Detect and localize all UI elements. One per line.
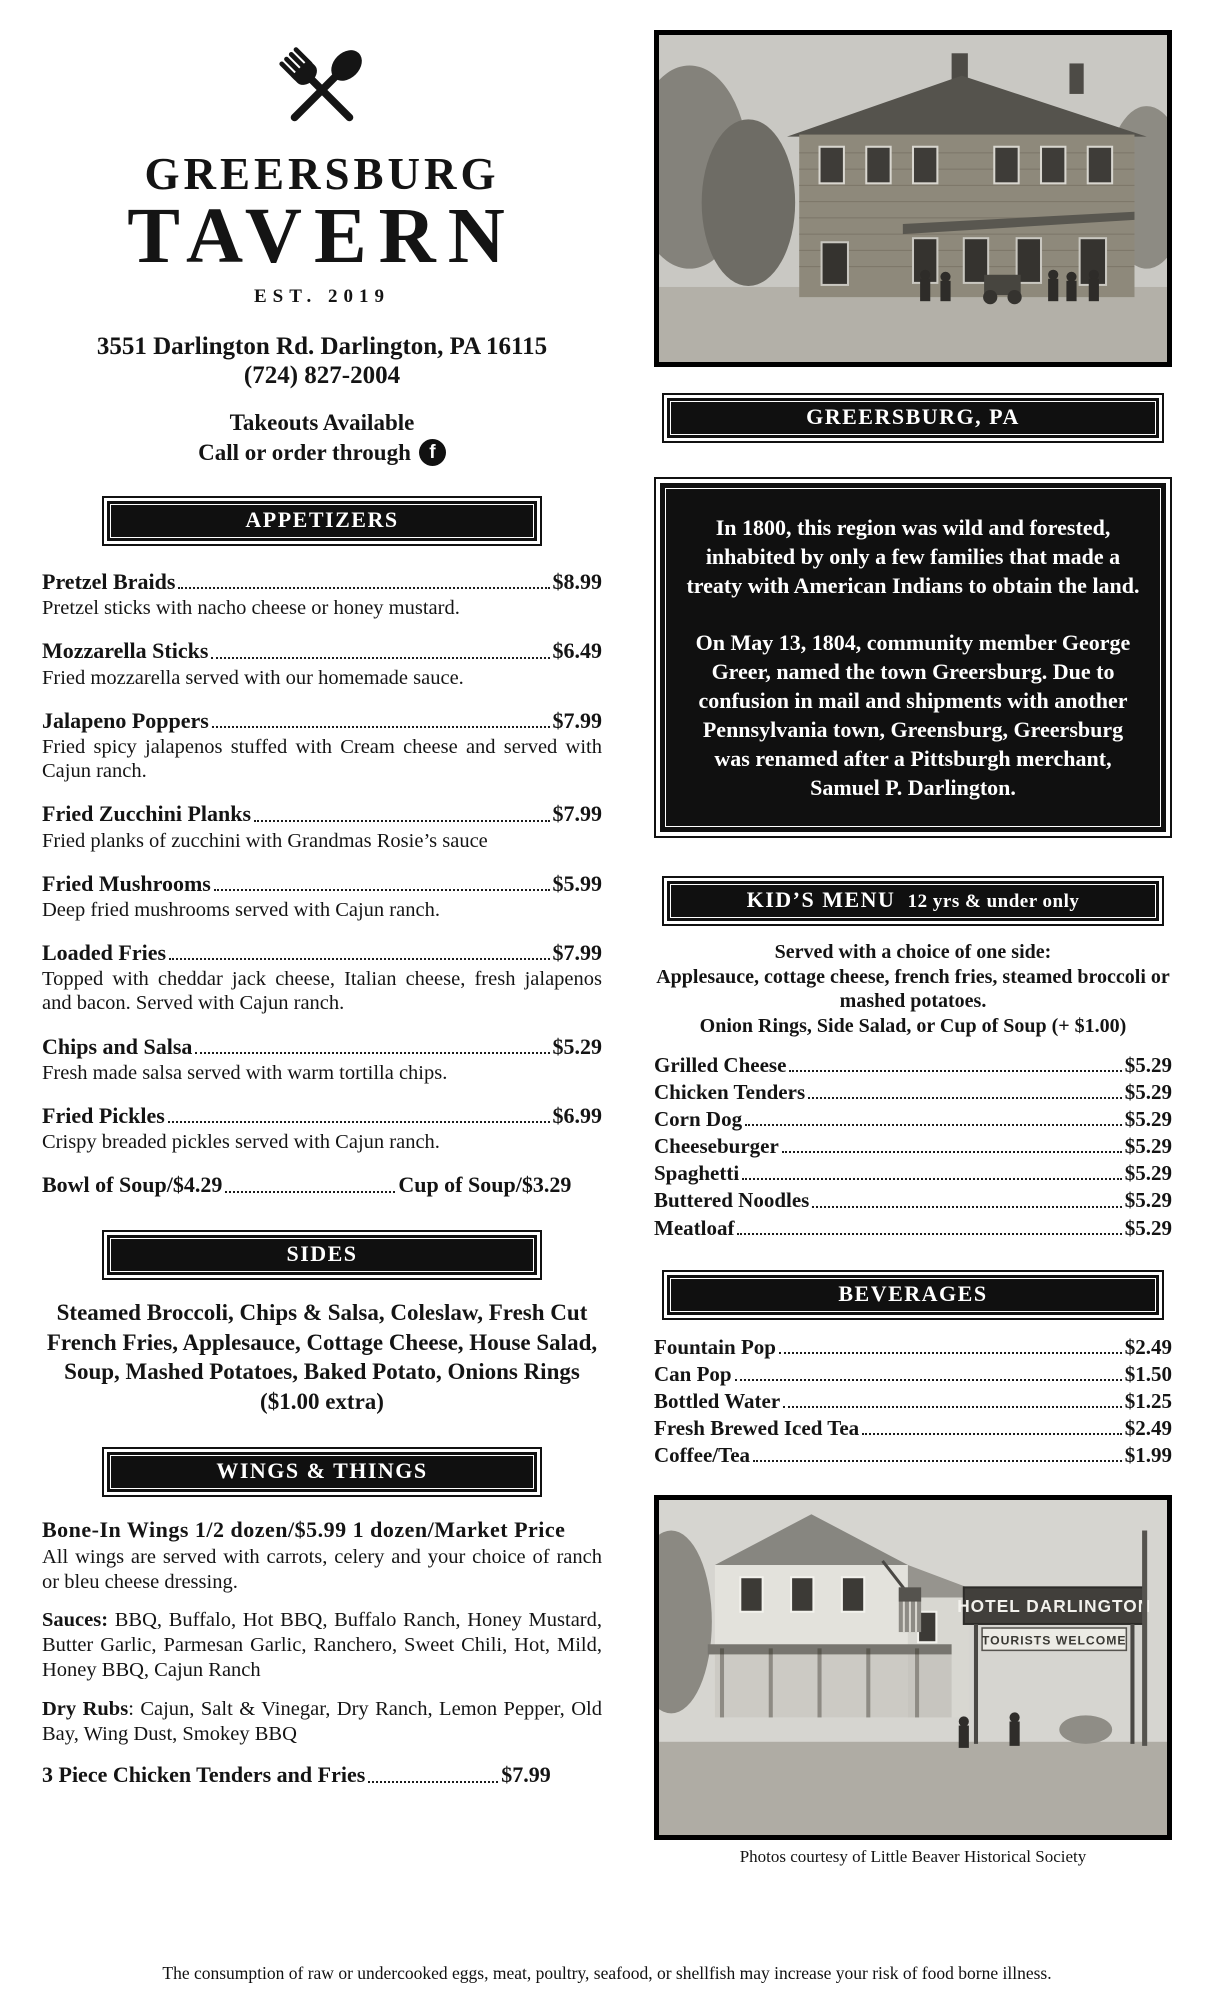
item-price: $1.99: [1124, 1443, 1172, 1468]
item-price: $2.49: [1124, 1334, 1172, 1359]
dotted-leader: [789, 1070, 1121, 1072]
beverages-header-bar: [662, 1270, 1164, 1320]
menu-item: [654, 1081, 1172, 1104]
left-column: [42, 30, 602, 1867]
facebook-icon: [419, 439, 446, 466]
tourists-sign-text: TOURISTS WELCOME: [981, 1633, 1127, 1648]
appetizers-header: APPETIZERS: [107, 501, 537, 541]
menu-item: [42, 709, 602, 784]
item-name: Fountain Pop: [654, 1334, 776, 1359]
sauces-label: Sauces:: [42, 1609, 109, 1632]
item-price: $2.49: [1124, 1415, 1172, 1440]
facebook-f-glyph: f: [429, 441, 436, 463]
dotted-leader: [214, 889, 550, 891]
item-name: Bottled Water: [654, 1388, 781, 1413]
item-description: Fried planks of zucchini with Grandmas Rosie’s sauce: [42, 829, 488, 852]
kids-note-line2: Applesauce, cottage cheese, french fries, steamed broccoli or mashed potatoes.: [656, 965, 1170, 1013]
item-name: Cheeseburger: [654, 1134, 779, 1159]
item-description: Fried spicy jalapenos stuffed with Cream cheese and served with Cajun ranch.: [42, 735, 602, 783]
phone-number: (724) 827-2004: [243, 362, 401, 390]
soup-price-line: [42, 1173, 602, 1197]
item-name: Coffee/Tea: [654, 1443, 751, 1468]
dry-rubs-label: Dry Rubs: [42, 1698, 129, 1721]
item-name: Pretzel Braids: [42, 569, 176, 595]
historic-photo-hotel: [654, 1495, 1172, 1840]
item-name: Jalapeno Poppers: [42, 707, 209, 733]
sides-header-bar: [102, 1230, 542, 1280]
menu-item: [42, 1104, 602, 1154]
menu-item: [42, 872, 602, 922]
kids-menu-list: [654, 1054, 1172, 1240]
brand-name-top: GREERSBURG: [144, 149, 500, 199]
dotted-leader: [742, 1178, 1122, 1180]
item-price: $1.25: [1124, 1388, 1172, 1413]
dotted-leader: [812, 1206, 1121, 1208]
item-name: Loaded Fries: [42, 940, 167, 966]
item-description: Fresh made salsa served with warm tortilla chips.: [42, 1061, 448, 1084]
item-name: Fried Mushrooms: [42, 870, 211, 896]
item-price: $5.29: [1124, 1107, 1172, 1132]
dotted-leader: [195, 1052, 549, 1054]
item-name: Mozzarella Sticks: [42, 638, 209, 664]
item-name: 3 Piece Chicken Tenders and Fries: [42, 1762, 366, 1788]
menu-item: [42, 570, 602, 620]
dotted-leader: [211, 657, 549, 659]
brand-block: [42, 34, 602, 466]
menu-item: [654, 1162, 1172, 1185]
dotted-leader: [212, 726, 550, 728]
dotted-leader: [178, 587, 549, 589]
item-price: $5.29: [552, 1033, 602, 1059]
dotted-leader: [737, 1233, 1121, 1235]
item-name: Grilled Cheese: [654, 1052, 787, 1077]
bone-in-wings-line: Bone-In Wings 1/2 dozen/$5.99 1 dozen/Market Price: [42, 1517, 566, 1543]
item-name: Chips and Salsa: [42, 1033, 193, 1059]
item-price: $8.99: [552, 569, 602, 595]
wings-header: WINGS & THINGS: [107, 1452, 537, 1492]
sauces-paragraph: [42, 1608, 602, 1683]
menu-item: [654, 1336, 1172, 1359]
order-line: [42, 439, 602, 466]
sauces-list: BBQ, Buffalo, Hot BBQ, Buffalo Ranch, Honey Mustard, Butter Garlic, Parmesan Garlic, Ranchero, Sweet Chili, Hot, Mild, Honey BBQ, Cajun Ranch: [42, 1609, 602, 1682]
beverages-header: BEVERAGES: [667, 1275, 1159, 1315]
item-price: $5.29: [1124, 1161, 1172, 1186]
dotted-leader: [753, 1460, 1122, 1462]
chicken-tenders-line: [42, 1763, 602, 1787]
takeout-text: Takeouts Available: [229, 410, 415, 436]
menu-item: [654, 1189, 1172, 1212]
history-paragraph-1: In 1800, this region was wild and forested, inhabited by only a few families that made a treaty with American Indians to obtain the land.: [686, 515, 1140, 599]
right-column: [654, 30, 1172, 1867]
item-price: $5.29: [1124, 1052, 1172, 1077]
soup-cup-price: Cup of Soup/$3.29: [398, 1172, 572, 1198]
menu-item: [654, 1217, 1172, 1240]
order-text: Call or order through: [198, 439, 411, 465]
item-name: Chicken Tenders: [654, 1080, 806, 1105]
dotted-leader: [808, 1097, 1122, 1099]
item-price: $6.99: [552, 1103, 602, 1129]
hotel-darlington-photo-illustration: [659, 1500, 1167, 1835]
item-description: Topped with cheddar jack cheese, Italian cheese, fresh jalapenos and bacon. Served with Cajun ranch.: [42, 968, 602, 1015]
history-header: GREERSBURG, PA: [667, 398, 1159, 438]
beverages-list: [654, 1336, 1172, 1467]
item-name: Fresh Brewed Iced Tea: [654, 1415, 860, 1440]
dotted-leader: [862, 1433, 1122, 1435]
item-price: $5.29: [1124, 1215, 1172, 1240]
item-name: Meatloaf: [654, 1215, 735, 1240]
fork-spoon-icon: [263, 34, 381, 146]
item-name: Can Pop: [654, 1361, 732, 1386]
history-story-box: [654, 477, 1172, 838]
wings-header-bar: [102, 1447, 542, 1497]
history-header-bar: [662, 393, 1164, 443]
item-price: $1.50: [1124, 1361, 1172, 1386]
kids-note-line3: Onion Rings, Side Salad, or Cup of Soup (+ $1.00): [699, 1014, 1127, 1037]
wings-section: [42, 1517, 602, 1787]
kids-menu-subtitle-text: 12 yrs & under only: [907, 891, 1080, 913]
kids-menu-note: [654, 940, 1172, 1038]
dotted-leader: [735, 1379, 1122, 1381]
kids-menu-title: KID’S MENU: [746, 887, 896, 913]
menu-item: [654, 1444, 1172, 1467]
photo-caption: Photos courtesy of Little Beaver Historical Society: [739, 1847, 1087, 1867]
item-price: $7.99: [552, 801, 602, 827]
item-description: Deep fried mushrooms served with Cajun ranch.: [42, 898, 440, 921]
item-price: $6.49: [552, 638, 602, 664]
history-story-text: [660, 483, 1166, 832]
dotted-leader: [225, 1191, 395, 1193]
menu-item: [654, 1135, 1172, 1158]
appetizers-list: [42, 570, 602, 1198]
stone-tavern-photo-illustration: [659, 35, 1167, 362]
item-name: Corn Dog: [654, 1107, 743, 1132]
history-paragraph-2: On May 13, 1804, community member George Greer, named the town Greersburg. Due to confusion in mail and shipments with another Pennsylvania town, Greensburg, Greersburg was renamed after a Pittsburgh merchant, Samuel P. Darlington.: [695, 630, 1131, 801]
dry-rubs-paragraph: [42, 1697, 602, 1747]
item-name: Fried Pickles: [42, 1103, 165, 1129]
address-text: 3551 Darlington Rd. Darlington, PA 16115: [96, 333, 548, 361]
dotted-leader: [779, 1352, 1122, 1354]
item-name: Spaghetti: [654, 1161, 740, 1186]
item-description: Crispy breaded pickles served with Cajun ranch.: [42, 1131, 440, 1154]
kids-menu-header-bar: [662, 876, 1164, 926]
item-price: $7.99: [552, 940, 602, 966]
menu-item: [42, 941, 602, 1016]
menu-item: [654, 1417, 1172, 1440]
item-description: Pretzel sticks with nacho cheese or honey mustard.: [42, 597, 460, 620]
dotted-leader: [169, 958, 549, 960]
kids-menu-header: [667, 881, 1159, 921]
item-description: Fried mozzarella served with our homemade sauce.: [42, 666, 464, 689]
dotted-leader: [168, 1121, 550, 1123]
footer-disclaimer: The consumption of raw or undercooked eggs, meat, poultry, seafood, or shellfish may increase your risk of food borne illness.: [162, 1963, 1052, 1983]
dotted-leader: [254, 820, 549, 822]
hotel-sign-text: HOTEL DARLINGTON: [957, 1595, 1152, 1616]
wings-description: All wings are served with carrots, celery and your choice of ranch or bleu cheese dressing.: [42, 1546, 602, 1593]
dotted-leader: [368, 1781, 498, 1783]
dotted-leader: [782, 1151, 1122, 1153]
sides-text: Steamed Broccoli, Chips & Salsa, Coleslaw, Fresh Cut French Fries, Applesauce, Cottage Cheese, House Salad, Soup, Mashed Potatoes, Baked Potato, Onions Rings ($1.00 extra): [46, 1299, 598, 1415]
item-price: $5.29: [1124, 1080, 1172, 1105]
menu-item: [42, 802, 602, 852]
item-name: Buttered Noodles: [654, 1188, 810, 1213]
menu-item: [654, 1363, 1172, 1386]
sides-header: SIDES: [107, 1235, 537, 1275]
soup-bowl-price: Bowl of Soup/$4.29: [42, 1172, 223, 1198]
appetizers-header-bar: [102, 496, 542, 546]
item-price: $7.99: [552, 707, 602, 733]
item-name: Fried Zucchini Planks: [42, 801, 252, 827]
dotted-leader: [745, 1124, 1122, 1126]
menu-item: [42, 1035, 602, 1085]
kids-menu-subtitle: [902, 891, 1079, 912]
kids-note-line1: Served with a choice of one side:: [774, 941, 1052, 964]
item-price: $5.99: [552, 870, 602, 896]
dotted-leader: [783, 1406, 1122, 1408]
item-price: $7.99: [501, 1762, 551, 1788]
menu-item: [42, 639, 602, 689]
brand-name-main: TAVERN: [127, 193, 517, 280]
item-price: $5.29: [1124, 1188, 1172, 1213]
established-text: EST. 2019: [253, 286, 390, 308]
menu-item: [654, 1054, 1172, 1077]
menu-item: [654, 1390, 1172, 1413]
historic-photo-tavern: [654, 30, 1172, 367]
item-price: $5.29: [1124, 1134, 1172, 1159]
dry-rubs-list: : Cajun, Salt & Vinegar, Dry Ranch, Lemon Pepper, Old Bay, Wing Dust, Smokey BBQ: [42, 1698, 602, 1746]
menu-item: [654, 1108, 1172, 1131]
